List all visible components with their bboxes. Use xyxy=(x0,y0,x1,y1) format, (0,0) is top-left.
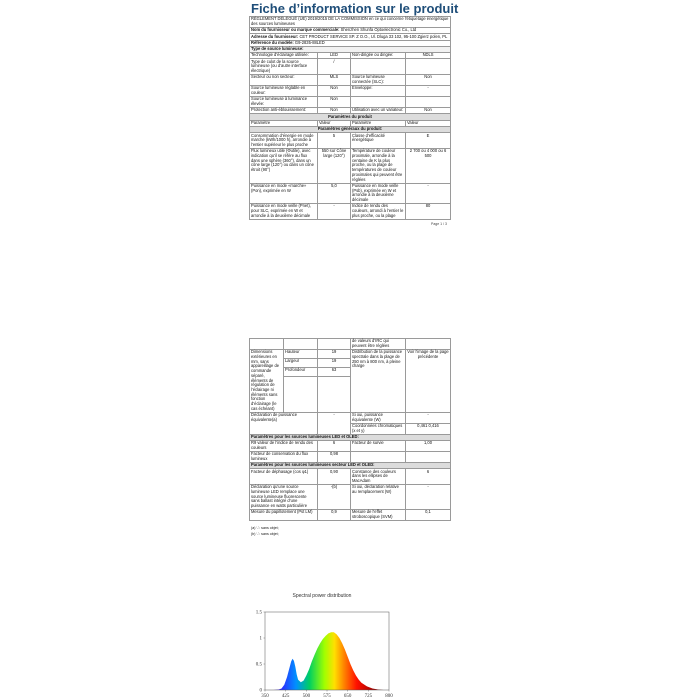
equiv-value: - xyxy=(318,412,351,434)
param-value: -(b) xyxy=(318,485,351,510)
param-label: Puissance en mode «marche» (Pon), exprimée en W xyxy=(250,183,318,203)
document-page-2 xyxy=(249,338,450,568)
footnotes xyxy=(249,525,450,537)
param-label: Protection anti-éblouissement: xyxy=(250,108,318,114)
param-label: Puissance en mode veille (Psb), exprimée en W et arrondie à la deuxième décimale xyxy=(351,183,406,203)
column-header: Valeur xyxy=(318,120,351,126)
spectral-power-chart xyxy=(247,588,397,700)
param-label: Source lumineuse à luminance élevée: xyxy=(250,97,318,108)
table-row xyxy=(250,204,451,220)
param-value: - xyxy=(406,86,451,97)
param-label: Facteur de conservation du flux lumineux xyxy=(250,452,318,463)
section-heading: Type de source lumineuse: xyxy=(250,46,451,52)
param-value: Non xyxy=(318,86,351,97)
param-label: Déclaration qu’une source lumineuse LED remplace une source lumineuse fluorescente sans ballast intégré d’une puissance en watts particulière xyxy=(250,485,318,510)
param-value: Non xyxy=(318,97,351,108)
param-value: Non xyxy=(318,108,351,114)
supplier-row: Nom du fournisseur ou marque commerciale: Shenzhen Shunfa Optoelectronic Co., Ltd xyxy=(250,28,451,34)
dim-value: 19 xyxy=(318,358,351,367)
info-table-page-2 xyxy=(249,338,451,521)
footnote-a: (a) ‘-’: sans objet; xyxy=(251,526,279,531)
param-value: Non xyxy=(406,75,451,86)
param-value: Non xyxy=(406,108,451,114)
param-label: Constance des couleurs dans les ellipses de MacAdam xyxy=(351,469,406,485)
param-value: E xyxy=(406,133,451,149)
equiv-label: Déclaration de puissance équivalente(a) xyxy=(250,412,318,434)
dim-value: 63 xyxy=(318,367,351,376)
param-label: Non-dirigée ou dirigée: xyxy=(351,53,406,59)
table-row xyxy=(250,59,451,75)
table-row xyxy=(250,485,451,510)
param-value xyxy=(406,452,451,463)
document-page-1 xyxy=(249,0,459,312)
param-label: Consommation d’énergie en mode marche (kWh/1000 h), arrondie à l’entier supérieur le plus proche xyxy=(250,133,318,149)
section-heading: Paramètres du produit xyxy=(250,114,451,120)
param-value: LED xyxy=(318,53,351,59)
dim-name: Hauteur xyxy=(284,350,318,359)
param-value: 5,0 xyxy=(318,183,351,203)
param-value: NDLS xyxy=(406,53,451,59)
param-value: 2 700 ou 4 000 ou 6 500 xyxy=(406,149,451,184)
param-value: - xyxy=(318,204,351,220)
param-label xyxy=(351,452,406,463)
page-title: Fiche d’information sur le produit xyxy=(251,1,459,16)
table-row xyxy=(250,441,451,452)
x-tick-label: 800 xyxy=(385,694,393,699)
param-label: Enveloppe: xyxy=(351,86,406,97)
table-row xyxy=(250,469,451,485)
param-label: Secteur ou non secteur: xyxy=(250,75,318,86)
y-tick-label: 0 xyxy=(259,688,262,694)
x-tick-label: 425 xyxy=(281,694,290,699)
section-heading: Paramètres pour les sources lumineuses secteur LED et OLED: xyxy=(250,463,451,469)
table-row xyxy=(250,97,451,108)
column-header: Valeur xyxy=(406,120,451,126)
param-value: 0,98 xyxy=(318,452,351,463)
param-label: Puissance en mode veille (Pnet), pour SLC, exprimée en W et arrondie à la deuxième décimale xyxy=(250,204,318,220)
column-header: Paramètre xyxy=(351,120,406,126)
reference-row: Référence du modèle: G9-2835-88LED xyxy=(250,40,451,46)
x-tick-label: 575 xyxy=(323,694,331,699)
regulation-text: RÈGLEMENT DÉLÉGUÉ (UE) 2019/2015 DE LA COMMISSION en ce qui concerne l’étiquetage énergétique des sources lumineuses xyxy=(250,17,451,28)
param-label: R9 valeur de l’indice de rendu des couleurs xyxy=(250,441,318,452)
param-label xyxy=(351,59,406,75)
spectral-value: Voir l’image de la page précédente xyxy=(406,350,451,413)
table-row xyxy=(250,133,451,149)
column-header: Paramètre xyxy=(250,120,318,126)
param-label: Facteur de déphasage (cos φ1) xyxy=(250,469,318,485)
table-row xyxy=(250,510,451,521)
param-label: Utilisation avec un variateur: xyxy=(351,108,406,114)
param-label: Technologie d’éclairage utilisée: xyxy=(250,53,318,59)
chroma-value: 0,461 0,416 xyxy=(406,423,451,434)
spectrum-area xyxy=(265,632,389,690)
y-tick-label: 1.5 xyxy=(255,610,262,616)
param-label: Mesure du papillotement (Pst LM) xyxy=(250,510,318,521)
x-tick-label: 500 xyxy=(302,694,311,699)
footnote-b: (b) ‘-’: sans objet; xyxy=(251,532,279,537)
param-value: 5 xyxy=(318,133,351,149)
param-value xyxy=(406,59,451,75)
param-value: 6 xyxy=(406,469,451,485)
equiv-power-label: Si oui, puissance équivalente (W) xyxy=(351,412,406,423)
dim-name: Largeur xyxy=(284,358,318,367)
y-tick-label: 0.5 xyxy=(255,662,262,668)
param-label: Indice de rendu des couleurs, arrondi à l’entier le plus proche, ou la plage xyxy=(351,204,406,220)
param-value: 80 xyxy=(406,204,451,220)
param-label: Mesure de l’effet stroboscopique (SVM) xyxy=(351,510,406,521)
param-value xyxy=(406,97,451,108)
chart-title: Spectral power distribution xyxy=(292,593,352,599)
param-value: 0,90 xyxy=(318,469,351,485)
param-value: 0,9 xyxy=(318,510,351,521)
x-tick-label: 725 xyxy=(364,694,373,699)
param-label: Classe d’efficacité énergétique xyxy=(351,133,406,149)
dim-name: Profondeur xyxy=(284,367,318,376)
table-row xyxy=(250,75,451,86)
param-label: Type de culot de la source lumineuse (ou d’autre interface électrique) xyxy=(250,59,318,75)
param-value: 1,00 xyxy=(406,441,451,452)
table-row xyxy=(250,452,451,463)
param-label: Facteur de survie xyxy=(351,441,406,452)
table-row xyxy=(250,86,451,97)
info-table-page-1 xyxy=(249,16,451,220)
param-label: Source lumineuse connectée (SLC): xyxy=(351,75,406,86)
cri-continuation: de valeurs d’IRC qui peuvent être réglées xyxy=(351,339,406,350)
param-value: - xyxy=(406,183,451,203)
spectral-label: Distribution de la puissance spectrale dans la plage de 250 nm à 800 nm, à pleine charge xyxy=(351,350,406,413)
table-row xyxy=(250,149,451,184)
param-value: 0,1 xyxy=(406,510,451,521)
address-row: Adresse du fournisseur: CET PRODUCT SERVICE SP. Z O.O., Ul. Dluga 33 102, 95-100 Zgierz polen, PL xyxy=(250,34,451,40)
param-label: Flux lumineux utile (Φutile), avec indication qu’il se réfère au flux dans une sphère (360°), dans un cône large (120°) ou dans un cône étroit (90°) xyxy=(250,149,318,184)
y-tick-label: 1 xyxy=(259,636,262,642)
param-value: MLS xyxy=(318,75,351,86)
param-value: / xyxy=(318,59,351,75)
section-heading: Paramètres généraux du produit: xyxy=(250,127,451,133)
param-value: 550 sur Cône large (120°) xyxy=(318,149,351,184)
table-row xyxy=(250,183,451,203)
page-number: Page 1 / 3 xyxy=(431,221,447,226)
dimensions-label: Dimensions extérieures en mm, sans appareillage de commande séparé, éléments de régulation de l’éclairage ni éléments sans fonction d’éclairage (le cas échéant) xyxy=(250,350,284,413)
param-value: - xyxy=(406,485,451,510)
chroma-label: Coordonnées chromatiques (x et y) xyxy=(351,423,406,434)
section-heading: Paramètres pour les sources lumineuses LED et OLED: xyxy=(250,434,451,440)
param-value: 6 xyxy=(318,441,351,452)
param-label xyxy=(351,97,406,108)
x-tick-label: 350 xyxy=(261,694,269,699)
param-label: Température de couleur proximale, arrondie à la centaine de K la plus proche, ou la plage de températures de couleur proximales qui peuvent être réglées xyxy=(351,149,406,184)
x-tick-label: 650 xyxy=(343,694,352,699)
param-label: Source lumineuse réglable en couleur: xyxy=(250,86,318,97)
param-label: Si oui, déclaration relative au remplacement (W) xyxy=(351,485,406,510)
equiv-power-value: - xyxy=(406,412,451,423)
dim-value: 19 xyxy=(318,350,351,359)
